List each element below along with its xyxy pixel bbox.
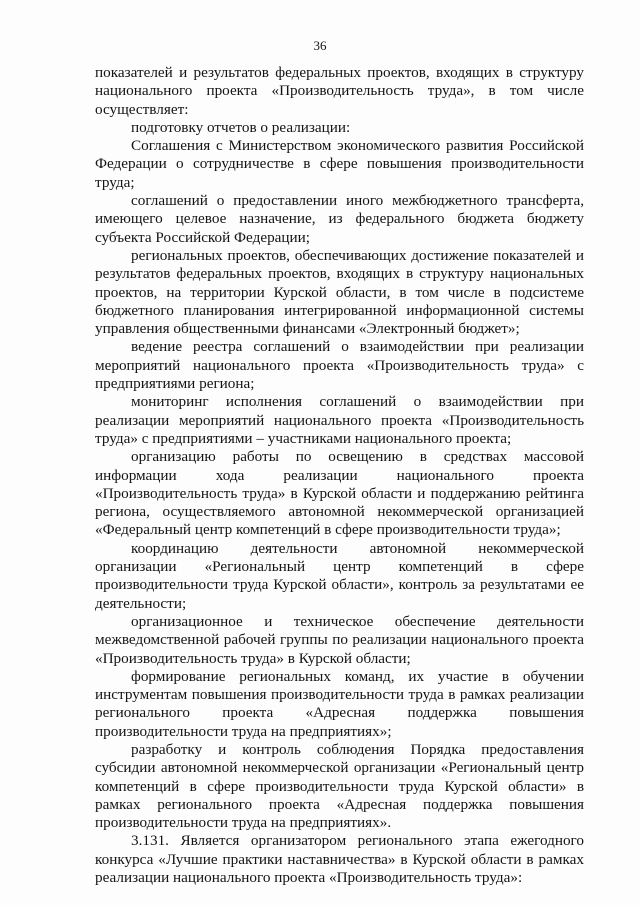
paragraph: показателей и результатов федеральных проектов, входящих в структуру национального проекта «Производительность труда», в том числе осуществляет: (95, 64, 584, 118)
paragraph: 3.131. Является организатором регионального этапа ежегодного конкурса «Лучшие практики наставничества» в Курской области в рамках реализации национального проекта «Производительность труда»: (95, 832, 584, 887)
paragraph: разработку и контроль соблюдения Порядка предоставления субсидии автономной некоммерческой организации «Региональный центр компетенций в сфере производительности труда Курской области» в рамках регионального проекта «Адресная поддержка повышения производительности труда на предприятиях». (95, 740, 584, 832)
paragraph: ведение реестра соглашений о взаимодействии при реализации мероприятий национального проекта «Производительность труда» с предприятиями региона; (95, 338, 584, 393)
paragraph: координацию деятельности автономной некоммерческой организации «Региональный центр компетенций в сфере производительности труда Курской области», контроль за результатами ее деятельности; (95, 539, 584, 612)
paragraph: соглашений о предоставлении иного межбюджетного трансферта, имеющего целевое назначение, из федерального бюджета бюджету субъекта Российской Федерации; (95, 192, 584, 246)
paragraph: формирование региональных команд, их участие в обучении инструментам повышения производительности труда в рамках реализации регионального проекта «Адресная поддержка повышения производительности труда на предприятиях»; (95, 667, 584, 740)
paragraph: организацию работы по освещению в средствах массовой информации хода реализации национального проекта «Производительность труда» в Курской области и поддержанию рейтинга региона, осуществляемого автономной некоммерческой организацией «Федеральный центр компетенций в сфере производительности труда»; (95, 448, 584, 539)
paragraph: мониторинг исполнения соглашений о взаимодействии при реализации мероприятий национального проекта «Производительность труда» с предприятиями – участниками национального проекта; (95, 393, 584, 447)
page-number: 36 (313, 38, 327, 53)
paragraph: организационное и техническое обеспечение деятельности межведомственной рабочей группы по реализации национального проекта «Производительность труда» в Курской области; (95, 612, 584, 667)
body-text (95, 64, 584, 887)
paragraph: региональных проектов, обеспечивающих достижение показателей и результатов федеральных проектов, входящих в структуру национальных проектов, на территории Курской области, в том числе в подсистеме бюджетного планирования интегрированной информационной системы управления общественными финансами «Электронный бюджет»; (95, 246, 584, 338)
paragraph: подготовку отчетов о реализации: (131, 118, 351, 136)
paragraph: Соглашения с Министерством экономического развития Российской Федерации о сотрудничестве в сфере повышения производительности труда; (95, 137, 584, 191)
